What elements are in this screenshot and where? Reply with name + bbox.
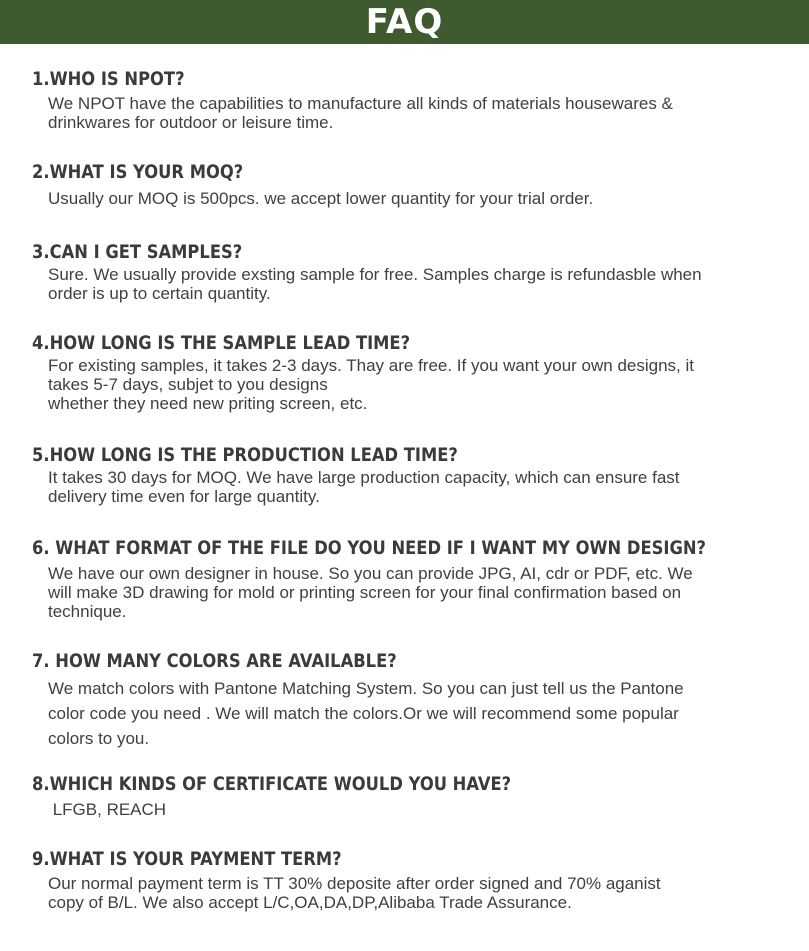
faq-question: 6. WHAT FORMAT OF THE FILE DO YOU NEED IF I WANT MY OWN DESIGN?	[32, 537, 707, 559]
faq-answer	[48, 189, 778, 208]
answer-line: We NPOT have the capabilities to manufacture all kinds of materials housewares &	[48, 94, 673, 113]
faq-question: 8.WHICH KINDS OF CERTIFICATE WOULD YOU HAVE?	[32, 773, 512, 795]
faq-answer	[48, 676, 778, 751]
answer-line: takes 5-7 days, subjet to you designs	[48, 375, 328, 394]
answer-line: technique.	[48, 602, 127, 621]
faq-answer	[48, 874, 778, 912]
answer-line: We match colors with Pantone Matching System. So you can just tell us the Pantone	[48, 679, 684, 698]
faq-answer	[48, 356, 778, 413]
page-title: FAQ	[365, 2, 444, 42]
faq-question: 7. HOW MANY COLORS ARE AVAILABLE?	[32, 650, 397, 672]
answer-line: order is up to certain quantity.	[48, 284, 271, 303]
answer-line: delivery time even for large quantity.	[48, 487, 320, 506]
faq-answer	[48, 94, 778, 132]
faq-question: 4.HOW LONG IS THE SAMPLE LEAD TIME?	[32, 332, 411, 354]
faq-answer	[48, 265, 778, 303]
faq-header-bar	[0, 0, 809, 44]
answer-line: LFGB, REACH	[48, 800, 167, 819]
faq-question: 2.WHAT IS YOUR MOQ?	[32, 161, 244, 183]
faq-question: 9.WHAT IS YOUR PAYMENT TERM?	[32, 848, 342, 870]
answer-line: For existing samples, it takes 2-3 days. Thay are free. If you want your own designs, it	[48, 356, 694, 375]
answer-line: Sure. We usually provide exsting sample for free. Samples charge is refundasble when	[48, 265, 702, 284]
faq-question: 5.HOW LONG IS THE PRODUCTION LEAD TIME?	[32, 444, 458, 466]
answer-line: It takes 30 days for MOQ. We have large production capacity, which can ensure fast	[48, 468, 680, 487]
answer-line: Usually our MOQ is 500pcs. we accept lower quantity for your trial order.	[48, 189, 594, 208]
faq-answer	[48, 468, 778, 506]
answer-line: whether they need new priting screen, etc.	[48, 394, 368, 413]
faq-question: 3.CAN I GET SAMPLES?	[32, 241, 243, 263]
faq-question: 1.WHO IS NPOT?	[32, 68, 185, 90]
faq-answer	[48, 800, 778, 819]
answer-line: will make 3D drawing for mold or printing screen for your final confirmation based on	[48, 583, 682, 602]
answer-line: We have our own designer in house. So you can provide JPG, AI, cdr or PDF, etc. We	[48, 564, 693, 583]
answer-line: Our normal payment term is TT 30% deposite after order signed and 70% aganist	[48, 874, 661, 893]
answer-line: drinkwares for outdoor or leisure time.	[48, 113, 334, 132]
answer-line: color code you need . We will match the colors.Or we will recommend some popular	[48, 704, 679, 723]
answer-line: colors to you.	[48, 729, 150, 748]
faq-answer	[48, 564, 778, 621]
answer-line: copy of B/L. We also accept L/C,OA,DA,DP,Alibaba Trade Assurance.	[48, 893, 572, 912]
